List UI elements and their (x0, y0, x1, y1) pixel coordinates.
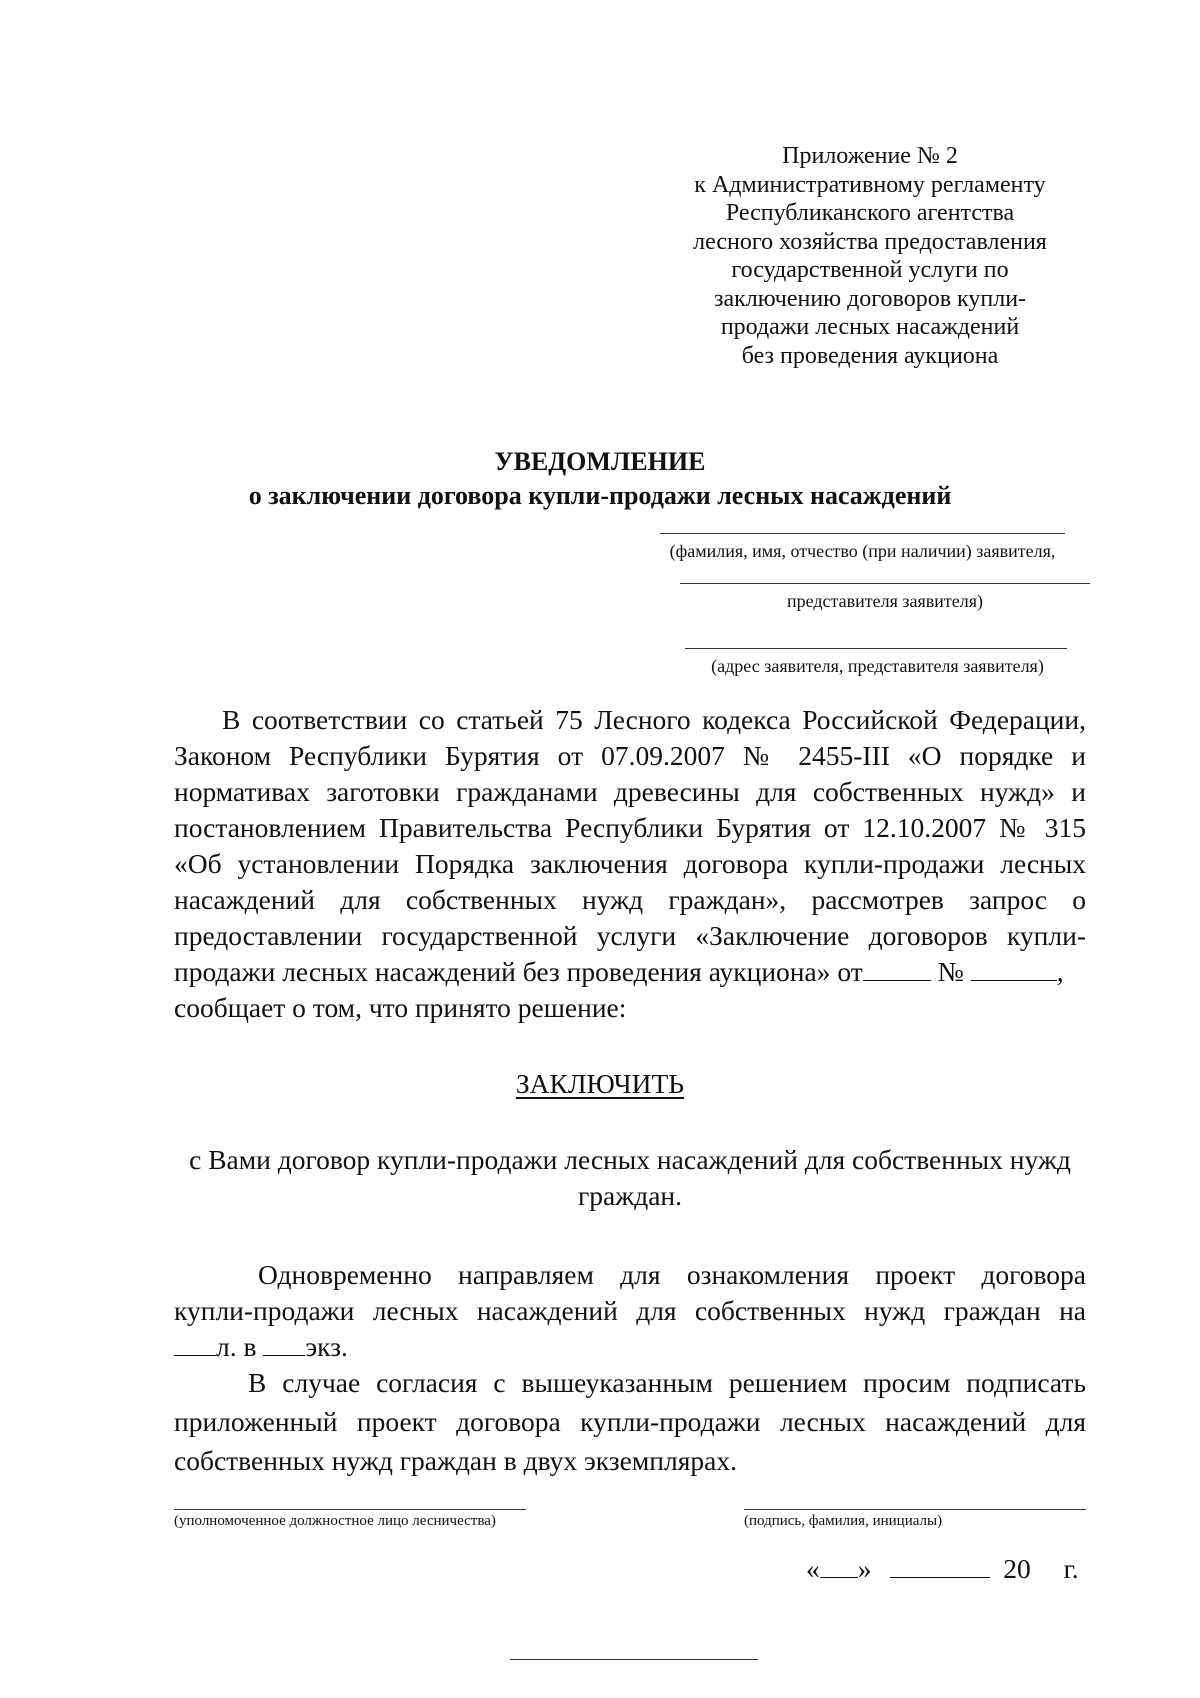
document-subtitle: о заключении договора купли-продажи лесных насаждений (248, 481, 952, 510)
signature-caption: (подпись, фамилия, инициалы) (744, 1513, 943, 1529)
date-century: 20 (1003, 1553, 1031, 1584)
p3-line: В случае согласия с вышеуказанным решением просим подписать (248, 1367, 1086, 1398)
sheets-label: л. в (216, 1331, 257, 1362)
request-ref-text: продажи лесных насаждений без проведения аукциона» от (174, 956, 863, 987)
appendix-line: без проведения аукциона (741, 342, 999, 369)
request-ref-comma: , (1056, 956, 1064, 987)
body-line: постановлением Правительства Республики Бурятия от 12.10.2007 № 315 (174, 812, 1086, 843)
applicant-address-caption: (адрес заявителя, представителя заявителя) (711, 656, 1044, 676)
appendix-line: к Административному регламенту (694, 171, 1046, 198)
date-day-blank[interactable] (820, 1555, 858, 1578)
p3-line: собственных нужд граждан в двух экземплярах. (174, 1445, 737, 1476)
appendix-line: продажи лесных насаждений (720, 314, 1020, 340)
official-caption: (уполномоченное должностное лицо лесничества) (174, 1513, 496, 1529)
applicant-name-line (660, 533, 1065, 534)
applicant-name-caption: (фамилия, имя, отчество (при наличии) заявителя, (669, 541, 1056, 561)
applicant-address-line (685, 648, 1067, 649)
date-quote-open: « (806, 1553, 820, 1584)
appendix-line: заключению договоров купли- (713, 285, 1027, 312)
body-line: насаждений для собственных нужд граждан», рассмотрев запрос о (174, 884, 1086, 915)
decision-line-1: с Вами договор купли-продажи лесных насаждений для собственных нужд (189, 1144, 1071, 1175)
appendix-header (670, 142, 1070, 370)
date-year-suffix: г. (1063, 1553, 1079, 1584)
p2-sheets-copies (174, 1331, 1086, 1363)
date-month-blank[interactable] (890, 1555, 990, 1578)
body-line: Законом Республики Бурятия от 07.09.2007 № 2455-III «О порядке и (174, 740, 1086, 771)
body-line-request-ref (174, 956, 1086, 988)
date-quote-close: » (857, 1553, 872, 1584)
appendix-line: государственной услуги по (731, 257, 1009, 283)
body-line: В соответствии со статьей 75 Лесного кодекса Российской Федерации, (222, 704, 1086, 735)
applicant-rep-line (680, 583, 1090, 584)
decision-line-2: граждан. (577, 1180, 683, 1211)
body-line-last: сообщает о том, что принято решение: (174, 992, 627, 1023)
applicant-rep-caption: представителя заявителя) (787, 591, 983, 611)
body-line: «Об установлении Порядка заключения договора купли-продажи лесных (174, 848, 1086, 879)
request-number-blank[interactable] (971, 958, 1057, 981)
signature-line[interactable] (744, 1509, 1086, 1510)
bottom-divider (510, 1659, 758, 1660)
body-line: нормативах заготовки гражданами древесины для собственных нужд» и (174, 776, 1086, 807)
date-line (806, 1553, 1079, 1585)
p3-line: приложенный проект договора купли-продажи лесных насаждений для (174, 1406, 1086, 1437)
decision-word-text: ЗАКЛЮЧИТЬ (515, 1068, 685, 1099)
p2-line: купли-продажи лесных насаждений для собственных нужд граждан на (174, 1295, 1086, 1326)
p2-line: Одновременно направляем для ознакомления проект договора (258, 1259, 1086, 1290)
copies-label: экз. (305, 1331, 348, 1362)
document-title: УВЕДОМЛЕНИЕ (494, 447, 706, 476)
appendix-line: лесного хозяйства предоставления (693, 228, 1047, 255)
request-number-sign: № (937, 956, 964, 987)
decision-word (0, 1068, 1200, 1100)
body-line: предоставлении государственной услуги «Заключение договоров купли- (174, 920, 1086, 951)
appendix-line: Приложение № 2 (782, 143, 958, 169)
sheets-count-blank[interactable] (174, 1333, 216, 1356)
request-date-blank[interactable] (863, 958, 931, 981)
official-signature-line[interactable] (174, 1509, 526, 1510)
appendix-line: Республиканского агентства (725, 200, 1015, 226)
copies-count-blank[interactable] (263, 1333, 305, 1356)
